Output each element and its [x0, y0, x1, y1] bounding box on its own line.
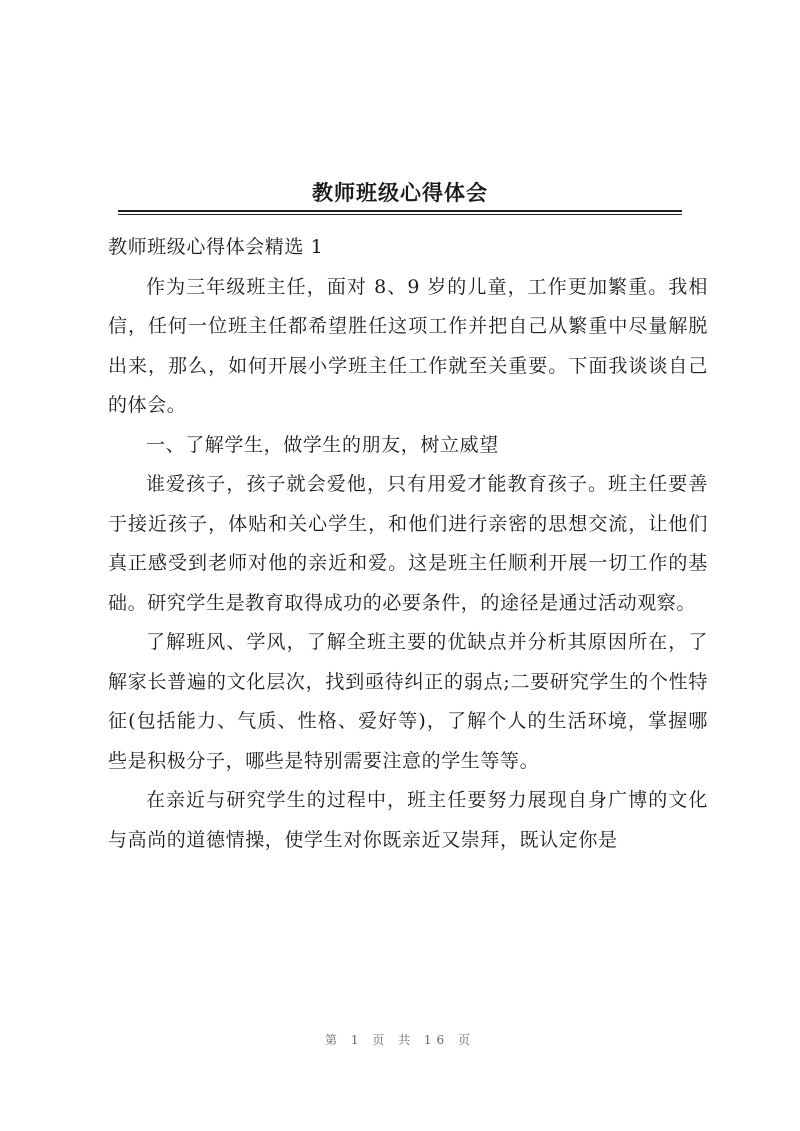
paragraph: 谁爱孩子，孩子就会爱他，只有用爱才能教育孩子。班主任要善于接近孩子，体贴和关心学生，和他们进行亲密的思想交流，让他们真正感受到老师对他的亲近和爱。这是班主任顺利开展一切工作的基础。研究学生是教育取得成功的必要条件，的途径是通过活动观察。 — [108, 473, 708, 614]
section-subtitle: 教师班级心得体会精选 1 — [108, 236, 324, 258]
section-heading: 一、了解学生，做学生的朋友，树立威望 — [146, 433, 499, 456]
paragraph: 在亲近与研究学生的过程中，班主任要努力展现自身广博的文化与高尚的道德情操，使学生对你既亲近又崇拜，既认定你是 — [108, 789, 708, 851]
page-footer: 第 1 页 共 16 页 — [325, 1033, 475, 1047]
page-title: 教师班级心得体会 — [312, 180, 488, 206]
title-divider — [118, 210, 682, 212]
paragraph: 了解班风、学风，了解全班主要的优缺点并分析其原因所在，了解家长普遍的文化层次，找到亟待纠正的弱点;二要研究学生的个性特征(包括能力、气质、性格、爱好等)，了解个人的生活环境，掌握哪些是积极分子，哪些是特别需要注意的学生等等。 — [108, 631, 708, 772]
paragraph: 作为三年级班主任，面对 8、9 岁的儿童，工作更加繁重。我相信，任何一位班主任都希望胜任这项工作并把自己从繁重中尽量解脱出来，那么，如何开展小学班主任工作就至关重要。下面我谈谈自己的体会。 — [108, 275, 708, 416]
document-body — [108, 228, 708, 860]
